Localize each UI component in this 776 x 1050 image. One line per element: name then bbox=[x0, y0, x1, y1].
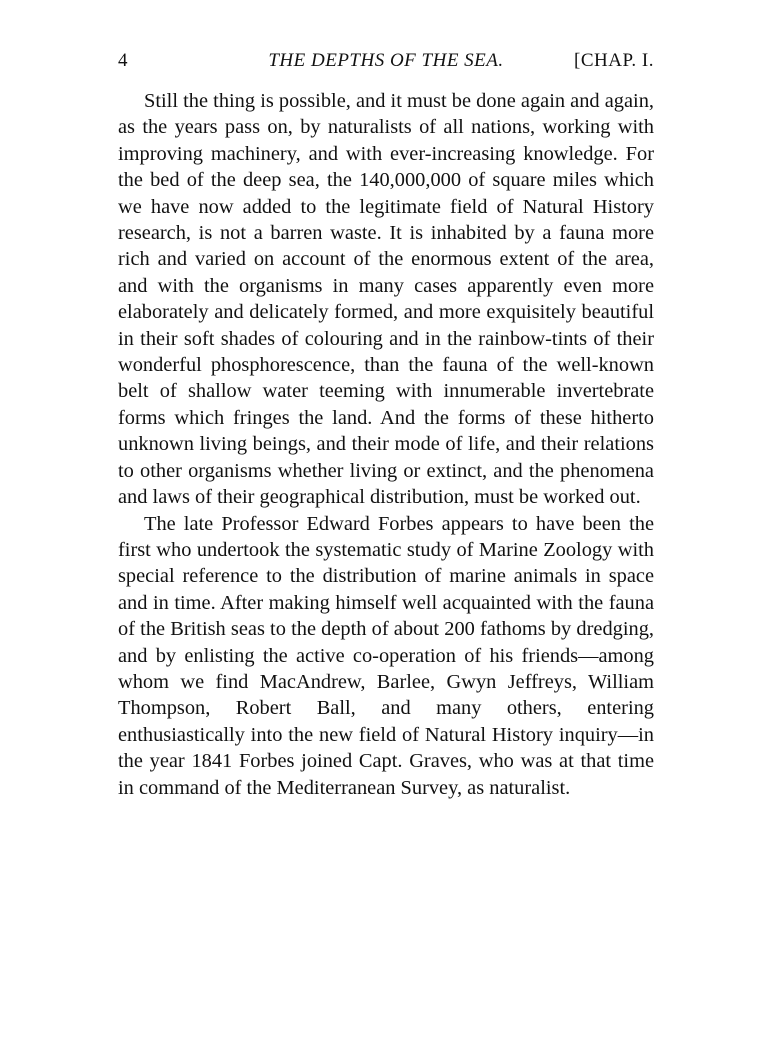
running-title: THE DEPTHS OF THE SEA. bbox=[268, 50, 504, 71]
chapter-marker: [CHAP. I. bbox=[574, 50, 654, 71]
body-text bbox=[118, 88, 654, 801]
paragraph-1: Still the thing is possible, and it must be done again and again, as the years pass on, by naturalists of all nations, working with improving machinery, and with ever-increasing knowledge. For the bed of the deep sea, the 140,000,000 of square miles which we have now added to the legitimate field of Natural History research, is not a barren waste. It is inhabited by a fauna more rich and varied on account of the enormous extent of the area, and with the organisms in many cases apparently even more elaborately and delicately formed, and more exquisitely beautiful in their soft shades of colouring and in the rainbow-tints of their wonderful phosphorescence, than the fauna of the well-known belt of shallow water teeming with innumerable invertebrate forms which fringes the land. And the forms of these hitherto unknown living beings, and their mode of life, and their relations to other organisms whether living or extinct, and the phenomena and laws of their geographical distribution, must be worked out. bbox=[118, 90, 654, 509]
running-head bbox=[118, 46, 654, 76]
book-page bbox=[118, 46, 654, 801]
page-number: 4 bbox=[118, 50, 128, 71]
paragraph-2: The late Professor Edward Forbes appears to have been the first who undertook the systematic study of Marine Zoology with special reference to the distribution of marine animals in space and in time. After making himself well acquainted with the fauna of the British seas to the depth of about 200 fathoms by dredging, and by enlisting the active co-operation of his friends—among whom we find MacAndrew, Barlee, Gwyn Jeffreys, William Thompson, Robert Ball, and many others, entering enthusiastically into the new field of Natural History inquiry—in the year 1841 Forbes joined Capt. Graves, who was at that time in command of the Mediterranean Survey, as naturalist. bbox=[118, 512, 654, 799]
